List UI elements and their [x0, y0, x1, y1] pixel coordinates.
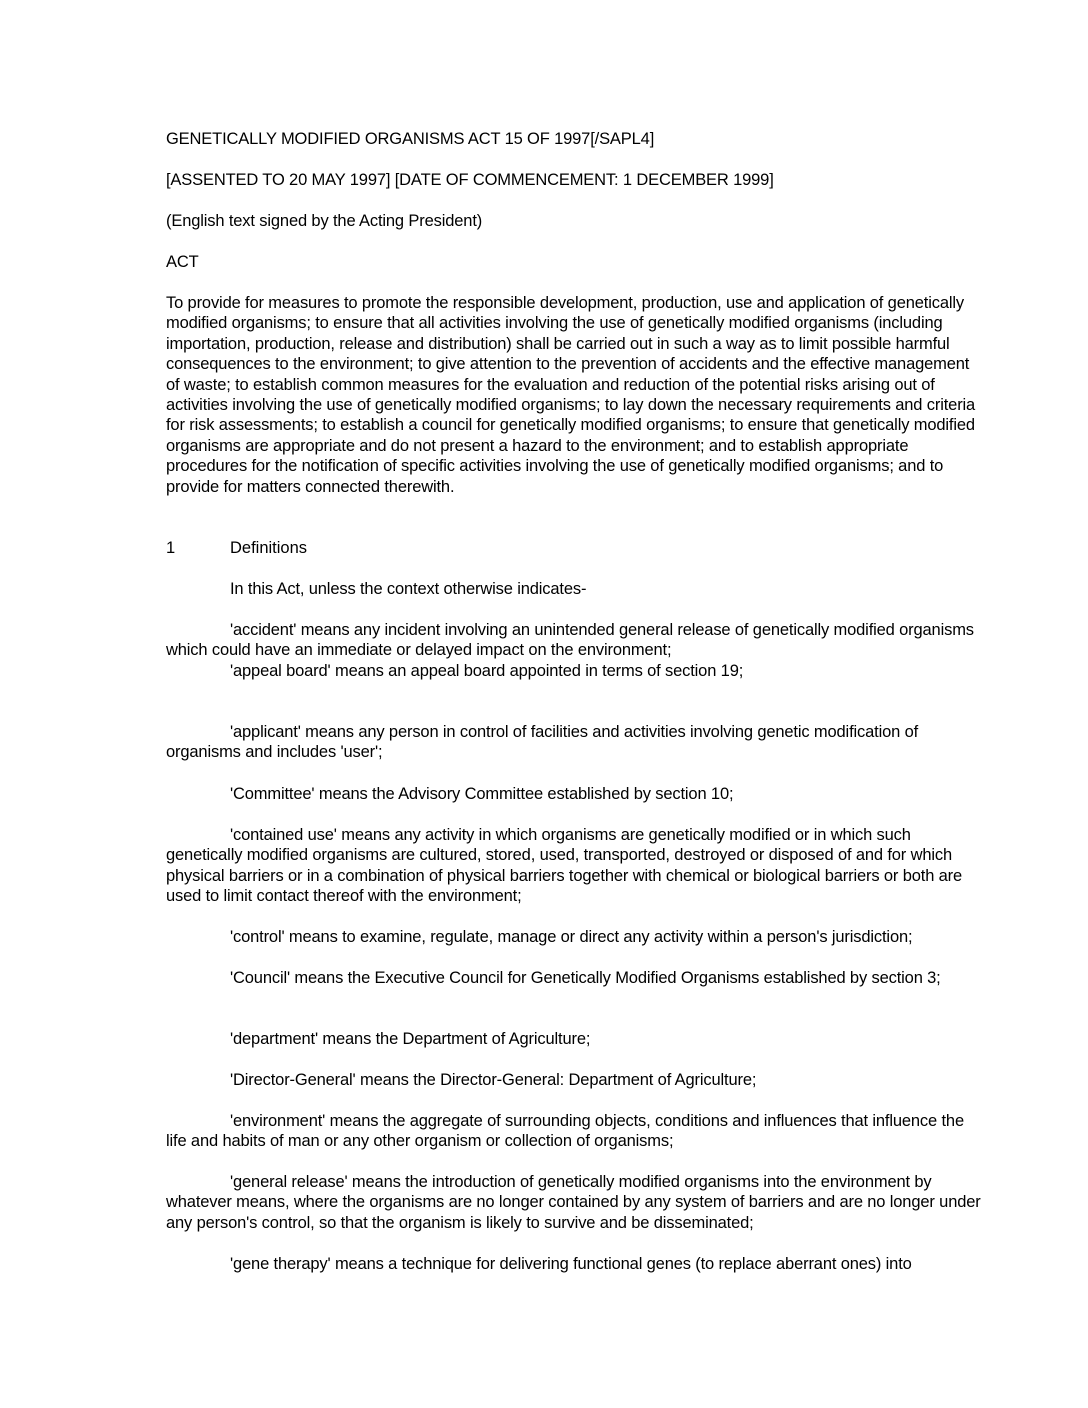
act-title: GENETICALLY MODIFIED ORGANISMS ACT 15 OF 1997[/SAPL4]	[166, 130, 655, 148]
definitions-intro: In this Act, unless the context otherwise indicates-	[230, 580, 587, 598]
definition-gene-therapy: 'gene therapy' means a technique for delivering functional genes (to replace aberrant ones) into	[230, 1255, 912, 1273]
definition-applicant: 'applicant' means any person in control of facilities and activities involving genetic modification of organisms and includes 'user';	[166, 723, 919, 762]
definition-general-release: 'general release' means the introduction of genetically modified organisms into the environment by whatever means, where the organisms are no longer contained by any system of barriers and are no longer under any person's control, so that the organism is likely to survive and be disseminated;	[166, 1173, 981, 1232]
section-number: 1	[166, 539, 176, 557]
assent-line: [ASSENTED TO 20 MAY 1997] [DATE OF COMMENCEMENT: 1 DECEMBER 1999]	[166, 171, 774, 189]
definition-committee: 'Committee' means the Advisory Committee established by section 10;	[230, 785, 734, 803]
definition-control: 'control' means to examine, regulate, manage or direct any activity within a person's jurisdiction;	[230, 928, 913, 946]
definition-department: 'department' means the Department of Agriculture;	[230, 1030, 591, 1048]
definition-accident: 'accident' means any incident involving an unintended general release of genetically modified organisms which could have an immediate or delayed impact on the environment;	[166, 621, 974, 660]
definition-contained-use: 'contained use' means any activity in which organisms are genetically modified or in which such genetically modified organisms are cultured, stored, used, transported, destroyed or disposed of and for which physical barriers or in a combination of physical barriers together with chemical or biological barriers or both are used to limit contact thereof with the environment;	[166, 826, 963, 906]
definition-appeal-board: 'appeal board' means an appeal board appointed in terms of section 19;	[230, 662, 744, 680]
signed-note: (English text signed by the Acting President)	[166, 212, 483, 230]
definition-environment: 'environment' means the aggregate of surrounding objects, conditions and influences that influence the life and habits of man or any other organism or collection of organisms;	[166, 1112, 964, 1151]
section-title: Definitions	[230, 539, 308, 557]
definition-council: 'Council' means the Executive Council for Genetically Modified Organisms established by section 3;	[230, 969, 941, 987]
act-label: ACT	[166, 253, 199, 271]
definition-director-general: 'Director-General' means the Director-General: Department of Agriculture;	[230, 1071, 757, 1089]
preamble-paragraph: To provide for measures to promote the responsible development, production, use and application of genetically modified organisms; to ensure that all activities involving the use of genetically modified organisms (including importation, production, release and distribution) shall be carried out in such a way as to limit possible harmful consequences to the environment; to give attention to the prevention of accidents and the effective management of waste; to establish common measures for the evaluation and reduction of the potential risks arising out of activities involving the use of genetically modified organisms; to lay down the necessary requirements and criteria for risk assessments; to establish a council for genetically modified organisms; to ensure that genetically modified organisms are appropriate and do not present a hazard to the environment; and to establish appropriate procedures for the notification of specific activities involving the use of genetically modified organisms; and to provide for matters connected therewith.	[166, 294, 976, 496]
